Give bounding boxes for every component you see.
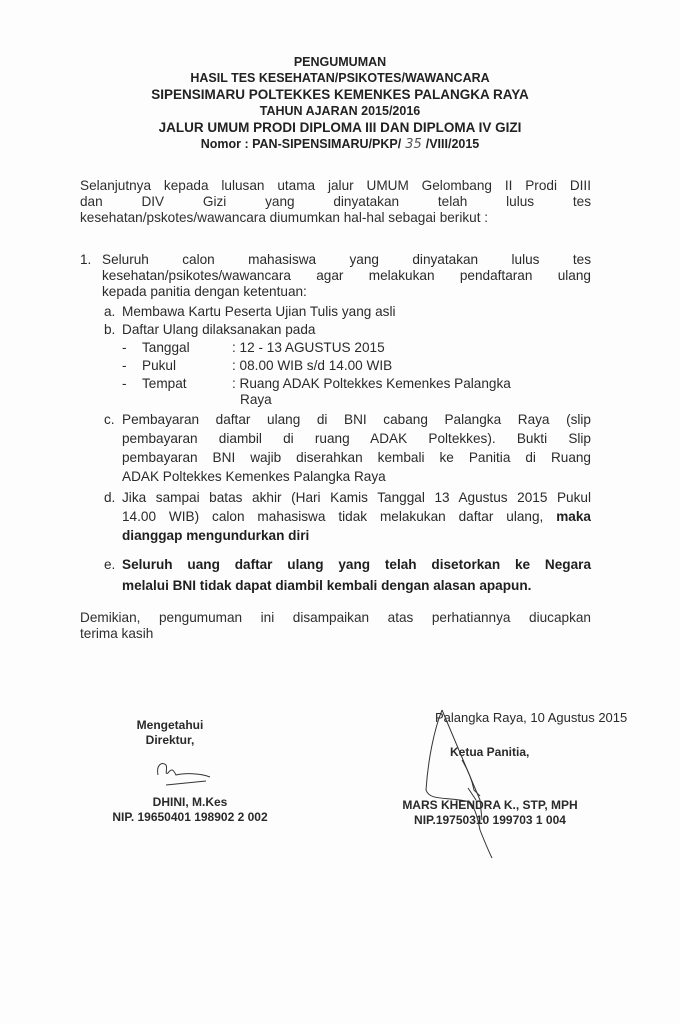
detail-value: : Ruang ADAK Poltekkes Kemenkes Palangka bbox=[232, 376, 511, 391]
intro-line-1: Selanjutnya kepada lulusan utama jalur UMUM Gelombang II Prodi DIII bbox=[80, 178, 591, 193]
closing-line-2: terima kasih bbox=[80, 626, 154, 641]
item-1-body bbox=[102, 252, 591, 300]
signer-role: Ketua Panitia, bbox=[450, 745, 530, 759]
signer-name: DHINI, M.Kes bbox=[152, 795, 228, 809]
sub-item-text bbox=[122, 554, 591, 596]
text-normal: 14.00 WIB) calon mahasiswa tidak melakukan daftar ulang, bbox=[122, 509, 544, 524]
place-date: Palangka Raya, 10 Agustus 2015 bbox=[435, 710, 628, 725]
dash: - bbox=[122, 376, 127, 391]
sub-item-text bbox=[122, 410, 591, 486]
detail-value: : 08.00 WIB s/d 14.00 WIB bbox=[232, 358, 393, 373]
text-line: Pembayaran daftar ulang di BNI cabang Palangka Raya (slip bbox=[122, 412, 591, 427]
nomor-suffix: /VIII/2015 bbox=[425, 137, 480, 151]
header-line-4: JALUR UMUM PRODI DIPLOMA III DAN DIPLOMA IV GIZI bbox=[158, 120, 522, 135]
sub-item-label: e. bbox=[104, 557, 116, 572]
sub-item-label: a. bbox=[104, 304, 116, 319]
text-line: Seluruh uang daftar ulang yang telah disetorkan ke Negara bbox=[122, 557, 591, 572]
dash: - bbox=[122, 340, 127, 355]
header-nomor bbox=[0, 136, 680, 153]
signature-right-name-block bbox=[380, 798, 600, 828]
item-number: 1. bbox=[80, 252, 92, 267]
signer-nip: NIP.19750310 199703 1 004 bbox=[414, 813, 566, 827]
text-line: pembayaran diambil di ruang ADAK Poltekkes). Bukti Slip bbox=[122, 431, 591, 446]
text-line: melalui BNI tidak dapat diambil kembali dengan alasan apapun. bbox=[122, 578, 532, 593]
closing-paragraph bbox=[80, 610, 591, 642]
sig-heading-2: Direktur, bbox=[145, 733, 195, 747]
item-1-line-3: kepada panitia dengan ketentuan: bbox=[102, 284, 307, 299]
item-1-line-2: kesehatan/psikotes/wawancara agar melakukan pendaftaran ulang bbox=[102, 268, 591, 283]
sub-item-text: Daftar Ulang dilaksanakan pada bbox=[122, 322, 316, 337]
text-line: pembayaran BNI wajib diserahkan kembali ke Panitia di Ruang bbox=[122, 450, 591, 465]
intro-line-3: kesehatan/pskotes/wawancara diumumkan hal-hal sebagai berikut : bbox=[80, 210, 489, 225]
signature-scribble-right-icon bbox=[420, 700, 540, 860]
detail-value-continued: Raya bbox=[240, 392, 272, 407]
sub-item-label: b. bbox=[104, 322, 116, 337]
detail-value: : 12 - 13 AGUSTUS 2015 bbox=[232, 340, 385, 355]
detail-key: Pukul bbox=[142, 358, 177, 373]
header-line-3: TAHUN AJARAN 2015/2016 bbox=[259, 104, 421, 118]
sig-heading-1: Mengetahui bbox=[136, 718, 204, 732]
nomor-prefix: Nomor : PAN-SIPENSIMARU/PKP/ bbox=[200, 137, 402, 151]
sub-item-text: Membawa Kartu Peserta Ujian Tulis yang asli bbox=[122, 304, 396, 319]
text-line: ADAK Poltekkes Kemenkes Palangka Raya bbox=[122, 469, 386, 484]
text-bold: maka bbox=[556, 509, 591, 524]
intro-paragraph bbox=[80, 178, 591, 226]
nomor-handwritten-number: 35 bbox=[405, 137, 422, 152]
text-line: Jika sampai batas akhir (Hari Kamis Tanggal 13 Agustus 2015 Pukul bbox=[122, 490, 591, 505]
item-1-line-1: Seluruh calon mahasiswa yang dinyatakan lulus tes bbox=[102, 252, 591, 267]
detail-key: Tempat bbox=[142, 376, 187, 391]
text-line bbox=[122, 507, 591, 526]
detail-key: Tanggal bbox=[142, 340, 190, 355]
sub-item-label: d. bbox=[104, 490, 116, 505]
signature-scribble-left-icon bbox=[150, 755, 230, 790]
text-line-bold: dianggap mengundurkan diri bbox=[122, 528, 310, 543]
signature-left-name-block bbox=[90, 795, 290, 825]
document-header bbox=[0, 54, 680, 153]
dash: - bbox=[122, 358, 127, 373]
signer-nip: NIP. 19650401 198902 2 002 bbox=[112, 810, 268, 824]
sub-item-label: c. bbox=[104, 412, 115, 427]
closing-line-1: Demikian, pengumuman ini disampaikan atas perhatiannya diucapkan bbox=[80, 610, 591, 625]
header-title: PENGUMUMAN bbox=[293, 55, 387, 69]
header-line-2: SIPENSIMARU POLTEKKES KEMENKES PALANGKA RAYA bbox=[151, 87, 529, 102]
intro-line-2: dan DIV Gizi yang dinyatakan telah lulus tes bbox=[80, 194, 591, 209]
signer-name: MARS KHENDRA K., STP, MPH bbox=[402, 798, 578, 812]
header-line-1: HASIL TES KESEHATAN/PSIKOTES/WAWANCARA bbox=[190, 71, 490, 85]
sub-item-text bbox=[122, 488, 591, 545]
signature-left-heading bbox=[100, 718, 240, 748]
